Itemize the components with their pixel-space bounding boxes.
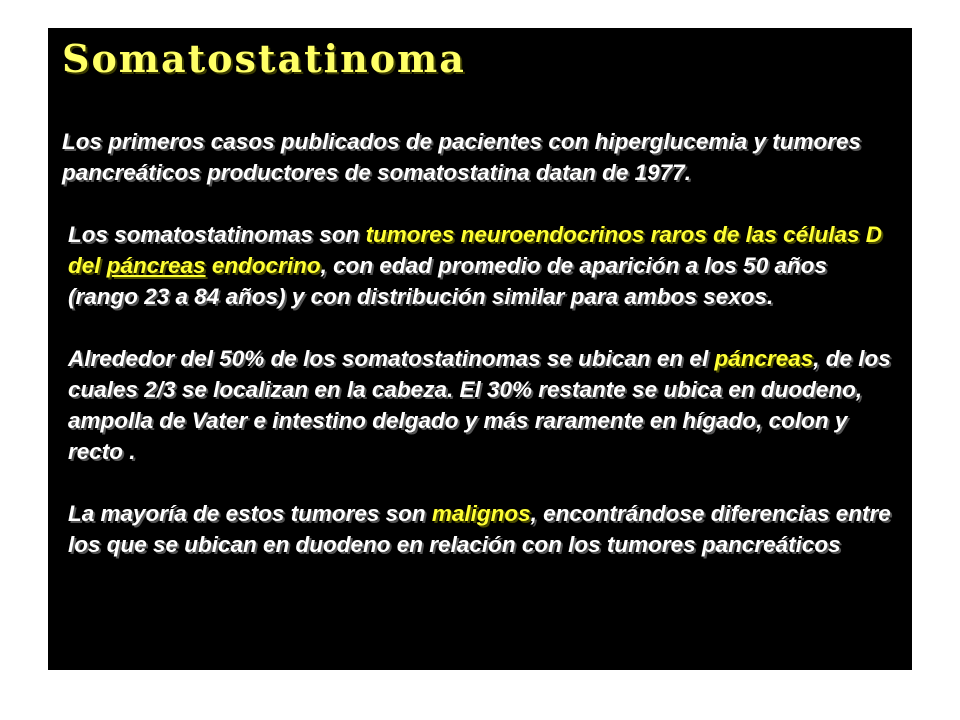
paragraph-4-text-a: La mayoría de estos tumores son bbox=[68, 501, 432, 526]
slide-body bbox=[62, 126, 902, 560]
paragraph-4-highlight: malignos bbox=[431, 501, 531, 526]
paragraph-2 bbox=[62, 219, 902, 312]
paragraph-3 bbox=[62, 343, 902, 467]
paragraph-4 bbox=[62, 498, 902, 560]
paragraph-2-text-b: , con edad promedio de aparición a los 50 años (rango 23 a 84 años) y con distribución similar para ambos sexos. bbox=[68, 253, 827, 309]
paragraph-3-highlight: páncreas bbox=[714, 346, 814, 371]
paragraph-2-text-a: Los somatostatinomas son bbox=[68, 222, 366, 247]
paragraph-2-highlight-pancreas: páncreas bbox=[106, 253, 206, 278]
paragraph-3-text-a: Alrededor del 50% de los somatostatinomas se ubican en el bbox=[68, 346, 715, 371]
paragraph-2-highlight-1: tumores neuroendocrinos raros de las células D del bbox=[68, 222, 882, 278]
slide-title: Somatostatinoma bbox=[62, 36, 466, 81]
paragraph-3-text-b: , de los cuales 2/3 se localizan en la cabeza. El 30% restante se ubica en duodeno, ampolla de Vater e intestino delgado y más raramente en hígado, colon y recto . bbox=[68, 346, 891, 464]
paragraph-1: Los primeros casos publicados de pacientes con hiperglucemia y tumores pancreáticos productores de somatostatina datan de 1977. bbox=[62, 129, 861, 185]
slide bbox=[48, 28, 912, 670]
paragraph-4-text-b: , encontrándose diferencias entre los que se ubican en duodeno en relación con los tumores pancreáticos bbox=[68, 501, 891, 557]
paragraph-2-highlight-3: endocrino bbox=[205, 253, 321, 278]
